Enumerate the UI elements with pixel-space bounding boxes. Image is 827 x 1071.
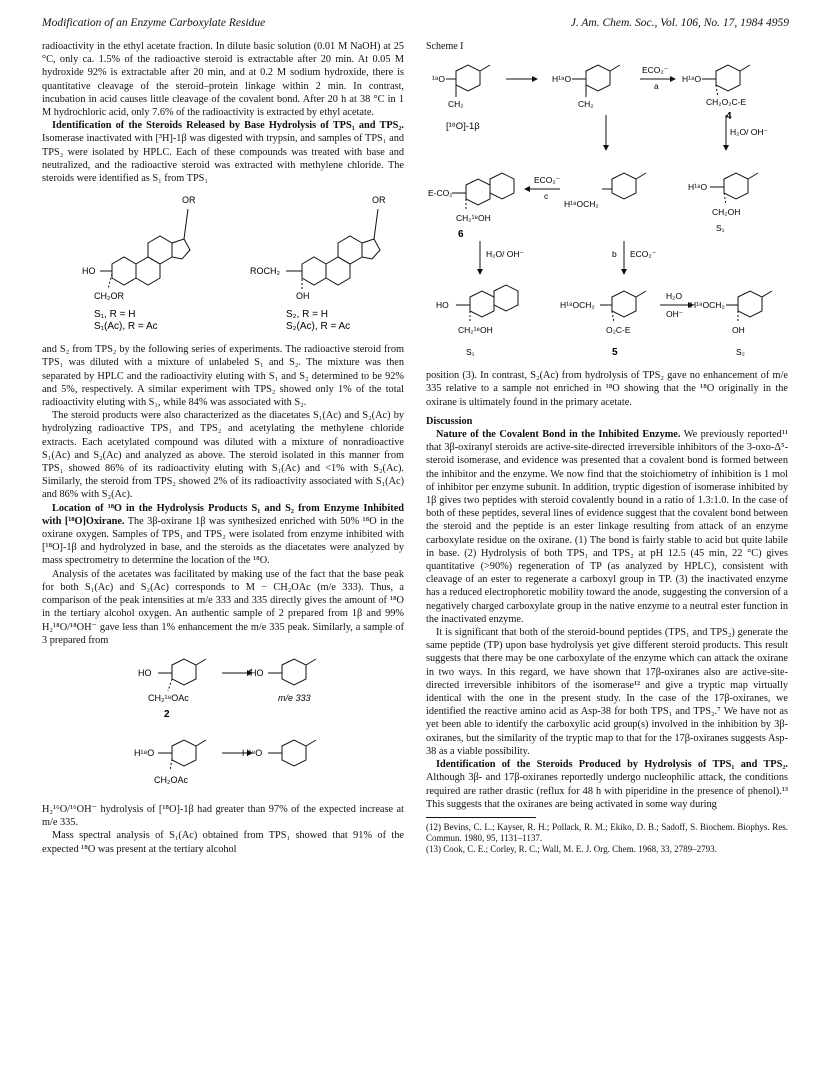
paragraph-text: Isomerase inactivated with [³H]-1β was digested with trypsin, and samples of TPS₁ and TPS₂ were isolated by HPLC. Each of these compounds was treated with base and neutralized, and the radioactive steroid was extracted with methylene chloride. The steroids were identified as S₁ from TPS₁ (42, 133, 404, 185)
paragraph (42, 119, 404, 185)
footnote: (12) Bevins, C. L.; Kayser, R. H.; Pollack, R. M.; Ekiko, D. B.; Sadoff, S. Biochem. Biophys. Res. Commun. 1980, 95, 1131–1137. (426, 821, 788, 843)
paragraph: radioactivity in the ethyl acetate fraction. In dilute basic solution (0.01 M NaOH) at 25 °C, only ca. 1.5% of the radioactive steroid is extractable after 20 min. At 0.05 M hydroxide 92% is extractable after 20 min, and at 0.2 M sodium hydroxide, there is quantitative cleavage of the steroid–protein linkage within 2 min. In contrast, incubation in acid causes little cleavage of the covalent bond. After 20 h at 38 °C in 1 M hydrochloric acid, only 7.6% of the radioactivity is extracted by ethyl acetate. (42, 41, 404, 119)
eco2-label: ECO₂⁻ (642, 65, 669, 76)
ch2o2ce-label: CH₂O₂C-E (706, 97, 747, 108)
footnote: (13) Cook, C. E.; Corley, R. C.; Wall, M. E. J. Org. Chem. 1968, 33, 2789–2793. (426, 843, 717, 854)
h2o-oh-label: H₂O/ OH⁻ (730, 127, 769, 138)
paragraph-text: The 3β-oxirane 1β was synthesized enriched with 50% ¹⁸O in the oxirane oxygen. Samples of TPS₁ and TPS₂ were isolated from enzyme inhibited with [¹⁸O]-1β and hydrolyzed in base, and the steroids as the diacetates were analyzed by mass spectrometry to determine the location of the ¹⁸O. (42, 515, 404, 567)
reaction-scheme (426, 57, 788, 365)
eco2-label: ECO₂⁻ (630, 249, 657, 260)
paragraph: position (3). In contrast, S₂(Ac) from hydrolysis of TPS₂ gave no enhancement of m/e 335 relative to a sample not enriched in ¹⁸O showing that the ¹⁸O originally in the oxirane is ultimately found in the primary acetate. (426, 370, 788, 408)
h18o-label: H¹⁸O (134, 747, 155, 758)
paragraph: and S₂ from TPS₂ by the following series of experiments. The radioactive steroid from TPS₁ was diluted with a mixture of unlabeled S₁ and S₂. The mixture was then separated by HPLC and the radioactivity eluting with S₁ and S₂ determined to be 92% and 5%, respectively. A similar experiment with TPS₂ showed only 1% of the total radioactivity eluting with S₁, while 84% was associated with S₂. (42, 344, 404, 409)
structure-figure-2 (42, 651, 404, 799)
h18och2-label: H¹⁸OCH₂ (690, 300, 725, 311)
s1-caption: S₁, R = H (94, 309, 136, 321)
h2o-label: H₂O (666, 291, 683, 302)
structure-figure-s1-s2 (42, 189, 404, 339)
oh-label: OH⁻ (666, 309, 684, 320)
inhibitor-label: [¹⁸O]-1β (446, 121, 480, 133)
oh-label: OH (732, 325, 745, 336)
ch2-label: CH₂ (578, 99, 594, 110)
ho-label: HO (250, 667, 264, 678)
product-s2: S₂ (736, 347, 745, 358)
ch2-label: CH₂ (448, 99, 464, 110)
h18o-label: H¹⁸O (688, 182, 708, 193)
h18o-label: H¹⁸O (242, 747, 263, 758)
paragraph: Mass spectral analysis of S₁(Ac) obtained from TPS₁ showed that 91% of the expected ¹⁸O was present at the tertiary alcohol (42, 830, 404, 855)
scheme-1 (426, 57, 788, 365)
compound-number: 2 (164, 708, 170, 720)
paragraph (42, 502, 404, 568)
h18och2-label: H¹⁸OCH₂ (564, 199, 599, 210)
oh-label: OH (296, 291, 310, 302)
compound-number: 6 (458, 229, 464, 241)
step-a: a (654, 81, 659, 92)
ch2-18oh-label: CH₂¹⁸OH (458, 325, 493, 336)
ho-label: HO (138, 667, 152, 678)
running-head-right: J. Am. Chem. Soc., Vol. 106, No. 17, 1984 4959 (570, 17, 789, 29)
h2o-oh-label: H₂O/ OH⁻ (486, 249, 525, 260)
product-s1: S₁ (466, 347, 475, 358)
paragraph: Analysis of the acetates was facilitated by making use of the fact that the base peak for both S₁(Ac) and S₂(Ac) corresponds to M − CH₂OAc (m/e 333). Thus, a comparison of the peak intensities at m/e 333 and 335 directly gives the amount of ¹⁸O in the tertiary alcohol oxygen. An authentic sample of 2 prepared from 1β and 99% H₂¹⁸O/¹⁸OH⁻ gave less than 1% enhancement the m/e 335 peak. Similarly, a sample of 3 prepared from (42, 568, 404, 646)
running-head-left: Modification of an Enzyme Carboxylate Residue (42, 17, 266, 29)
section-heading: Identification of the Steroids Released by Base Hydrolysis of TPS₁ and TPS₂. (52, 120, 404, 132)
paragraph: The steroid products were also characterized as the diacetates S₁(Ac) and S₂(Ac) by hydrolyzing radioactive TPS₁ and TPS₂ and acetylating the methylene chloride extracts. Each acetylated compound was diluted with a mixture of nonradioactive S₁(Ac) and S₂(Ac) and analyzed as above. The steroid isolated in this manner from TPS₁ showed 86% of its radioactivity eluting with S₁(Ac) and <1% with S₂(Ac). Similarly, the steroid from TPS₂ showed 2% of its radioactivity associated with S₁(Ac) and 86% with S₂(Ac). (42, 410, 404, 501)
eco2-ester-label: E-CO₂ (428, 188, 453, 199)
eco2-label: ECO₂⁻ (534, 175, 561, 186)
roch2-label: ROCH₂ (250, 266, 280, 277)
s2-caption: S₂, R = H (286, 309, 328, 321)
step-b: b (612, 249, 617, 260)
ch2oac-label: CH₂¹⁸OAc (148, 692, 189, 703)
h18o-label: H¹⁸O (552, 74, 572, 85)
scheme-title: Scheme I (426, 41, 464, 52)
o18-label: ¹⁸O (432, 74, 446, 85)
o2ce-label: O₂C-E (606, 325, 631, 336)
mass-label: m/e 333 (278, 692, 311, 703)
paragraph (426, 758, 788, 811)
compound-number: 4 (726, 111, 732, 123)
ch2oh-label: CH₂OH (712, 207, 741, 218)
left-column (42, 40, 404, 856)
product-s1: S₁ (716, 223, 725, 234)
s2ac-caption: S₂(Ac), R = Ac (286, 321, 351, 333)
section-heading: Discussion (426, 415, 473, 427)
ch2oac-label: CH₂OAc (154, 774, 188, 785)
footnote-rule (426, 817, 536, 818)
or-label: OR (372, 195, 386, 206)
paragraph: H₂¹⁶O/¹⁶OH⁻ hydrolysis of [¹⁸O]-1β had greater than 97% of the expected increase at m/e 335. (42, 803, 404, 829)
step-c: c (544, 191, 549, 202)
ch2-18oh-label: CH₂¹⁸OH (456, 213, 491, 224)
ch2or-label: CH₂OR (94, 291, 124, 302)
compound-number: 5 (612, 347, 618, 359)
right-column (426, 40, 788, 855)
section-heading: Nature of the Covalent Bond in the Inhibited Enzyme. (436, 429, 681, 441)
h18och2-label: H¹⁸OCH₂ (560, 300, 595, 311)
paragraph (426, 428, 788, 626)
section-heading: Location of ¹⁸O in the Hydrolysis Products S₁ and S₂ from Enzyme Inhibited with [¹⁸O]Oxirane. (42, 502, 404, 527)
s1ac-caption: S₁(Ac), R = Ac (94, 321, 158, 333)
steroid-structures (42, 189, 404, 339)
fragment-structures (42, 651, 404, 799)
ho-label: HO (82, 266, 96, 277)
paragraph: It is significant that both of the steroid-bound peptides (TPS₁ and TPS₂) generate the same peptide (TP) upon base hydrolysis yet give different steroid products. This result suggests that there may be one carboxylate of the enzyme which can attack the oxirane in two ways. In this regard, we have shown that 17β-oxiranes also are active-site-directed irreversible inhibitors of the isomerase¹² and give a tryptic map virtually identical with the one in the present study. In the case of the 17β-oxiranes, we identified the reactive amino acid as Asp-38 for both TPS₁ and TPS₂.⁷ We have not as yet been able to identify the carboxylic acid group(s) involved in the inhibition by 3β-oxiranes, but the similarity of the tryptic map to that for the 17β-oxiranes suggests Asp-38 as a viable possibility. (426, 627, 788, 757)
h18o-label: H¹⁸O (682, 74, 702, 85)
ho-label: HO (436, 300, 449, 311)
paragraph-text: Although 3β- and 17β-oxiranes reportedly undergo nucleophilic attack, the conditions required are rather drastic (reflux for 48 h with piperidine in the presence of phenol).¹³ This suggests that the oxiranes are being activated in some way during (426, 772, 788, 810)
paragraph-text: We previously reported¹¹ that 3β-oxiranyl steroids are active-site-directed irreversible inhibitors of the 3-oxo-Δ⁵-steroid isomerase, and evidence was presented that a covalent bond is formed between the inhibitor and the enzyme. We now find that the stoichiometry of inhibition is 1 mol of inhibitor per enzyme subunit. In addition, tryptic digestion of isomerase inhibited by 1β gives two peptides with steroid covalently bound in a ratio of 1.3:1.0. In the case of both of these peptides, several lines of evidence suggest that the covalent bond between the steroid and the peptide is an ester linkage resulting from attack of an enzyme carboxylate residue on the oxirane. (1) The bond is fairly stable to acid but quite labile in base. (2) Hydrolysis of both TPS₁ and TPS₂ at pH 12.5 (45 min, 22 °C) gives quantitative (>90%) regeneration of TP (as analyzed by HPLC), consistent with cleavage of an ester to regenerate a carboxyl group in TP. (3) the inactivated enzyme has a reduced electrophoretic mobility toward the anode, suggesting the conversion of a negatively charged carboxylate group in the native enzyme to a neutral ester function in the inactivated enzyme. (426, 429, 789, 625)
section-heading: Identification of the Steroids Produced by Hydrolysis of TPS₁ and TPS₂. (436, 759, 788, 771)
or-label: OR (182, 195, 196, 206)
